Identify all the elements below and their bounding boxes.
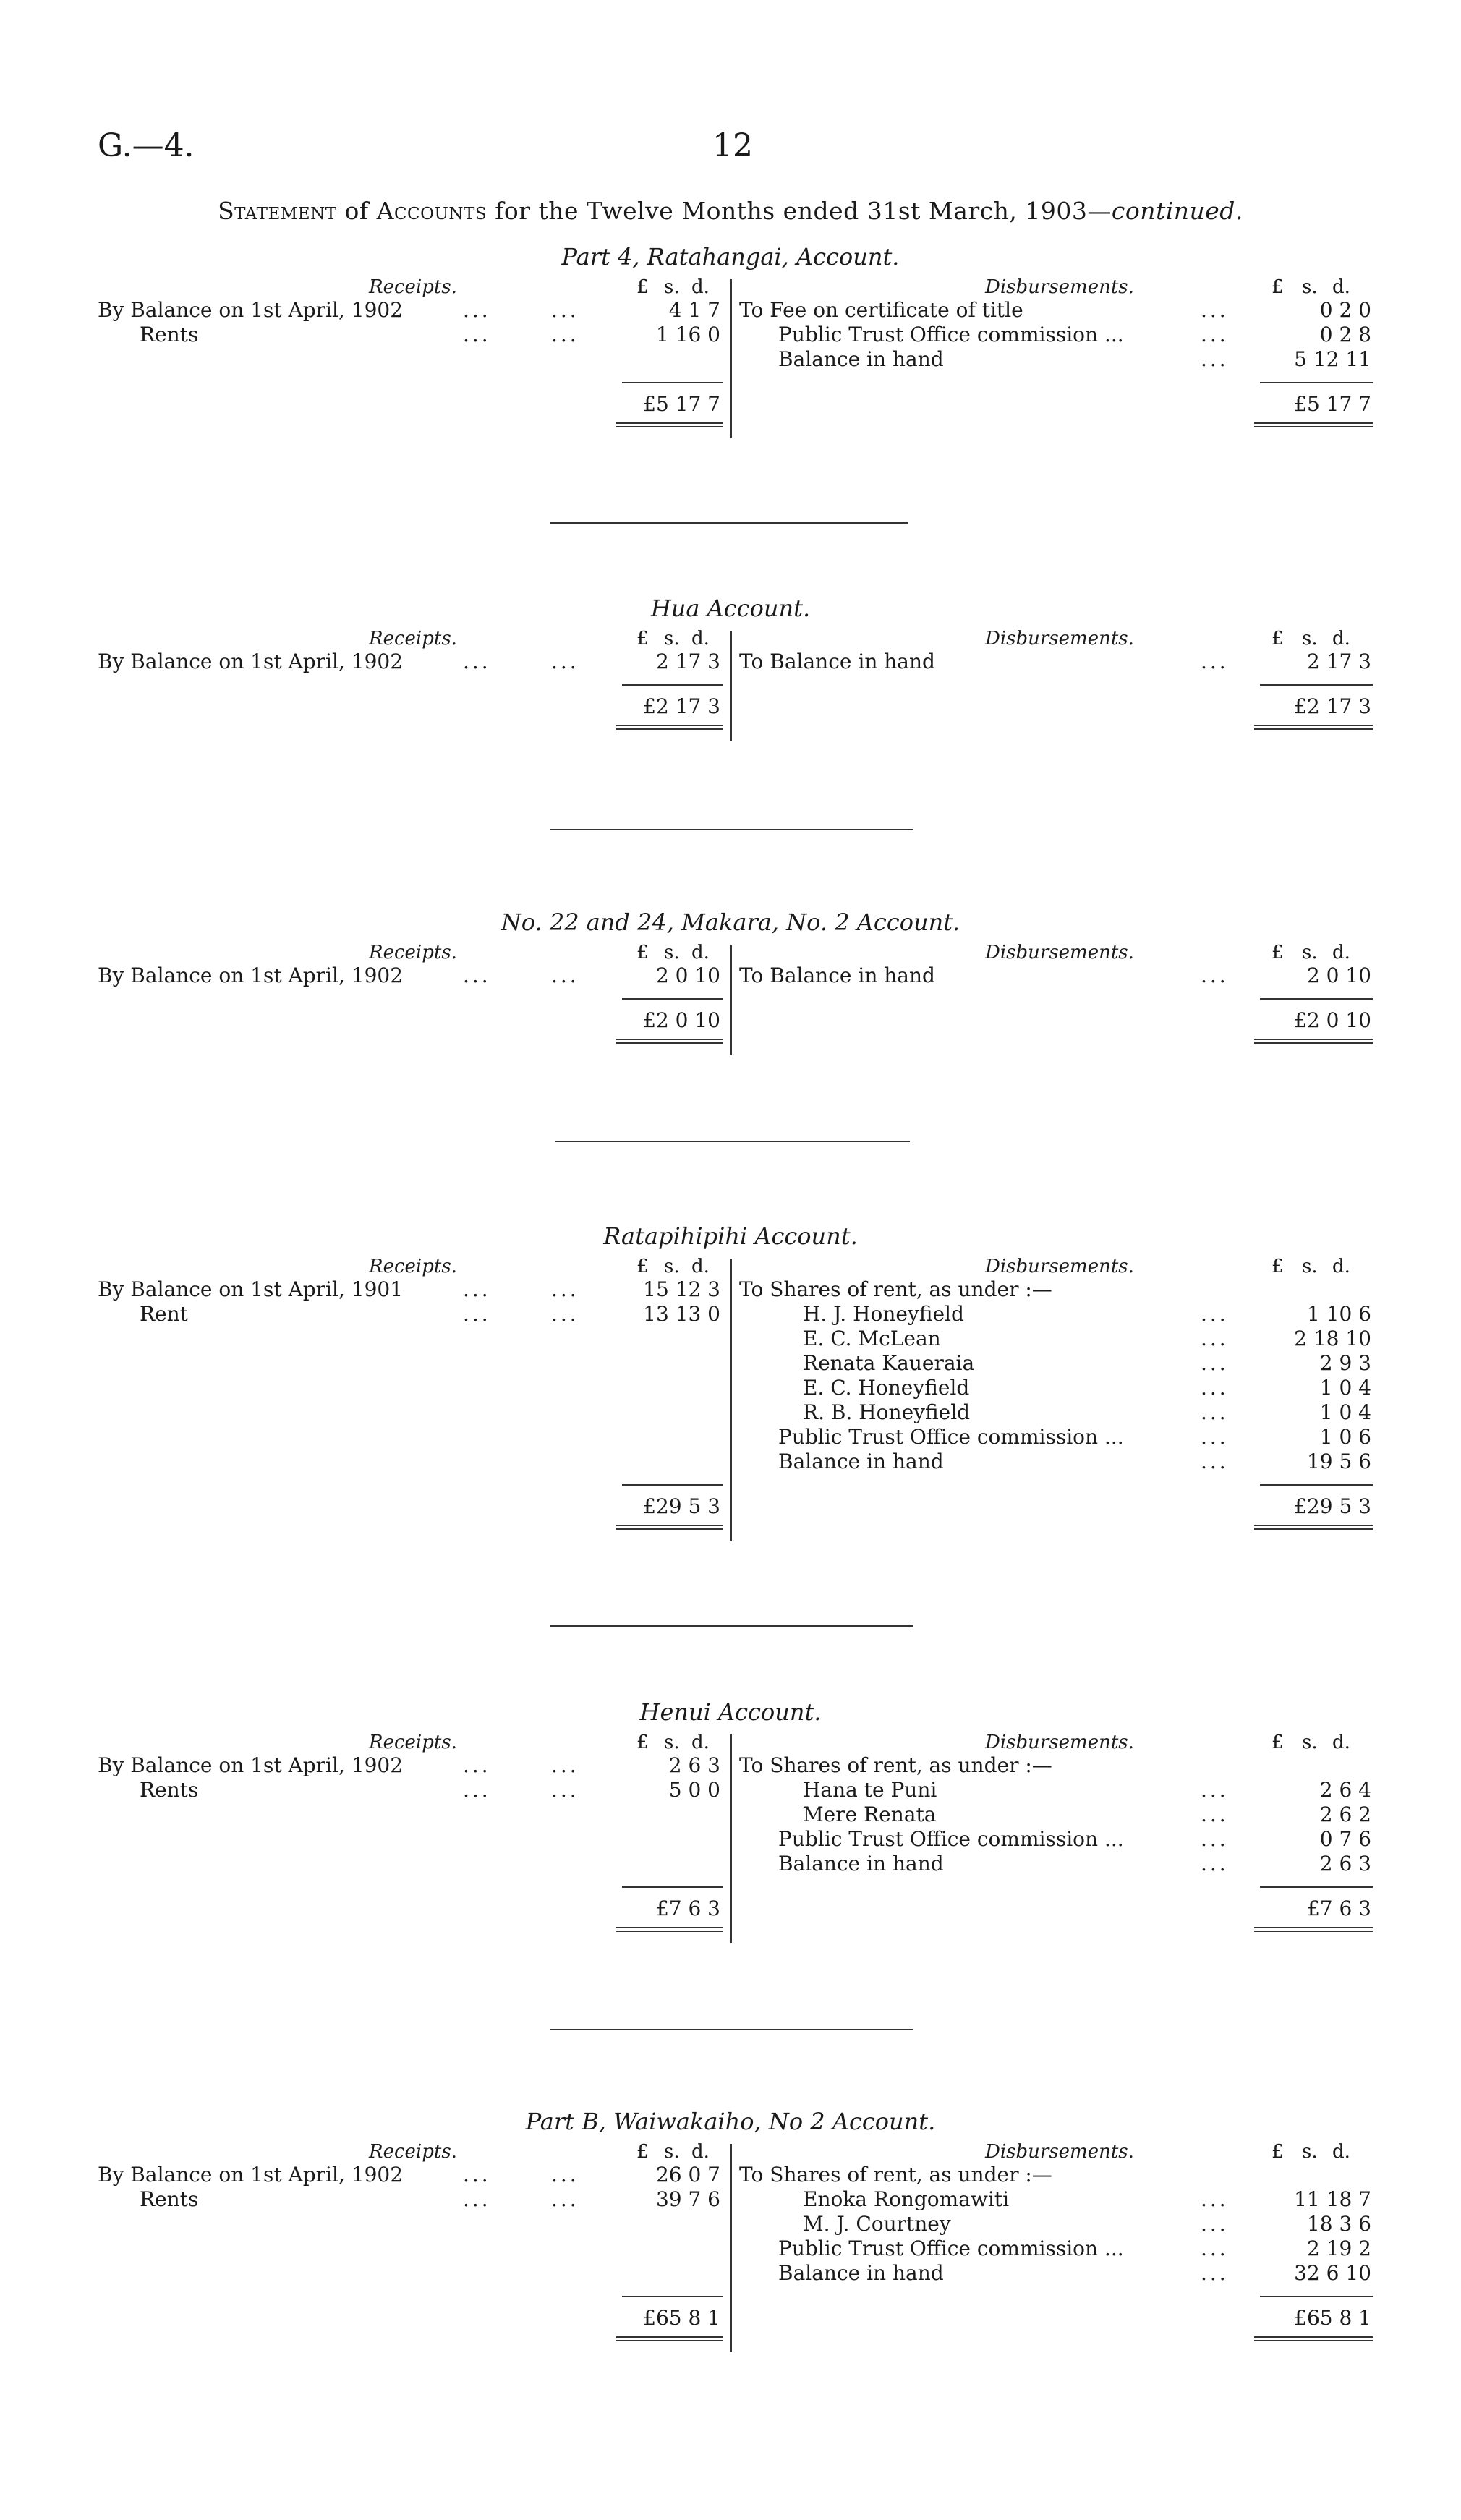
leader-dots: ... (1201, 1802, 1229, 1826)
receipts-pound-col: £ (636, 942, 649, 963)
receipt-amount: 39 7 6 (655, 2187, 720, 2211)
receipt-line: By Balance on 1st April, 1902 (98, 650, 404, 673)
disb-shilling-col: s. (1302, 2141, 1318, 2163)
leader-dots: ... (1201, 1302, 1229, 1326)
receipts-pence-col: d. (691, 1256, 710, 1277)
receipts-shilling-col: s. (664, 1732, 680, 1753)
disbursement-amount: 5 12 11 (1294, 347, 1371, 371)
disbursement-amount: 2 19 2 (1306, 2236, 1371, 2260)
disb-shilling-col: s. (1302, 1256, 1318, 1277)
total-double-rule (616, 1528, 723, 1530)
disb-pence-col: d. (1332, 942, 1350, 963)
receipts-total: £2 17 3 (643, 694, 720, 718)
leader-dots: ... (551, 1778, 579, 1802)
disb-pound-col: £ (1272, 1732, 1284, 1753)
title-accounts: Accounts (376, 197, 487, 225)
section-separator (550, 1625, 913, 1627)
total-double-rule (1254, 1927, 1373, 1928)
receipt-line: By Balance on 1st April, 1902 (98, 298, 404, 322)
disb-pence-col: d. (1332, 276, 1350, 298)
total-double-rule (1254, 1525, 1373, 1526)
leader-dots: ... (551, 1753, 579, 1777)
disbursement-line: Balance in hand (778, 1450, 944, 1473)
column-divider (730, 1734, 732, 1943)
title-statement: Statement (218, 197, 337, 225)
receipts-shilling-col: s. (664, 942, 680, 963)
disb-pence-col: d. (1332, 1256, 1350, 1277)
account-title: Part B, Waiwakaiho, No 2 Account. (525, 2108, 936, 2135)
page-header-code: G.—4. (98, 127, 195, 164)
disbursements-total: £7 6 3 (1306, 1897, 1371, 1920)
column-divider (730, 2144, 732, 2352)
receipts-heading: Receipts. (369, 628, 457, 650)
total-double-rule (616, 1039, 723, 1040)
leader-dots: ... (1201, 323, 1229, 346)
receipts-total: £5 17 7 (643, 392, 720, 416)
account-title: No. 22 and 24, Makara, No. 2 Account. (501, 908, 960, 936)
disbursements-total: £5 17 7 (1294, 392, 1371, 416)
disbursement-line: M. J. Courtney (803, 2212, 951, 2236)
total-double-rule (1254, 1039, 1373, 1040)
leader-dots: ... (463, 2187, 491, 2211)
section-separator (550, 2029, 913, 2030)
total-double-rule (616, 1931, 723, 1932)
disbursements-total: £29 5 3 (1294, 1494, 1371, 1518)
disbursement-line: Mere Renata (803, 1802, 937, 1826)
receipt-amount: 5 0 0 (668, 1778, 720, 1802)
leader-dots: ... (463, 323, 491, 346)
disb-shilling-col: s. (1302, 1732, 1318, 1753)
receipt-line: By Balance on 1st April, 1902 (98, 1753, 404, 1777)
total-double-rule (1254, 2340, 1373, 2341)
title-rest: for the Twelve Months ended 31st March, 1903— (487, 197, 1112, 225)
page-number: 12 (712, 127, 753, 164)
disbursement-line: To Fee on certificate of title (739, 298, 1023, 322)
disb-shilling-col: s. (1302, 942, 1318, 963)
leader-dots: ... (1201, 2236, 1229, 2260)
disbursement-line: To Shares of rent, as under :— (739, 1753, 1052, 1777)
leader-dots: ... (463, 1778, 491, 1802)
receipt-line: By Balance on 1st April, 1901 (98, 1277, 404, 1301)
disbursement-line: Renata Kaueraia (803, 1351, 975, 1375)
disbursements-heading: Disbursements. (985, 276, 1134, 298)
total-double-rule (1254, 728, 1373, 730)
disbursement-line: To Balance in hand (739, 650, 935, 673)
receipts-heading: Receipts. (369, 276, 457, 298)
receipts-pound-col: £ (636, 1732, 649, 1753)
total-double-rule (616, 728, 723, 730)
disbursement-line: H. J. Honeyfield (803, 1302, 964, 1326)
total-double-rule (616, 2336, 723, 2338)
leader-dots: ... (1201, 2187, 1229, 2211)
leader-dots: ... (1201, 963, 1229, 987)
disbursement-amount: 32 6 10 (1294, 2261, 1371, 2285)
disbursement-line: Public Trust Office commission ... (778, 1827, 1124, 1851)
account-title: Part 4, Ratahangai, Account. (561, 243, 900, 271)
column-divider (730, 945, 732, 1055)
leader-dots: ... (1201, 1450, 1229, 1473)
leader-dots: ... (1201, 1852, 1229, 1876)
leader-dots: ... (1201, 1827, 1229, 1851)
disbursement-amount: 0 2 0 (1319, 298, 1371, 322)
disbursement-amount: 2 6 3 (1319, 1852, 1371, 1876)
total-double-rule (1254, 426, 1373, 427)
total-double-rule (616, 1042, 723, 1044)
leader-dots: ... (1201, 1778, 1229, 1802)
total-double-rule (616, 422, 723, 424)
receipts-pound-col: £ (636, 276, 649, 298)
title-of: of (336, 197, 377, 225)
account-title: Henui Account. (639, 1698, 822, 1726)
receipt-amount: 1 16 0 (655, 323, 720, 346)
receipts-total: £7 6 3 (655, 1897, 720, 1920)
leader-dots: ... (1201, 650, 1229, 673)
leader-dots: ... (1201, 1400, 1229, 1424)
receipts-pence-col: d. (691, 1732, 710, 1753)
total-double-rule (1254, 725, 1373, 726)
disbursements-heading: Disbursements. (985, 2141, 1134, 2163)
disbursement-amount: 1 0 4 (1319, 1376, 1371, 1400)
disbursement-amount: 0 7 6 (1319, 1827, 1371, 1851)
leader-dots: ... (463, 1753, 491, 1777)
receipts-heading: Receipts. (369, 1732, 457, 1753)
disbursements-heading: Disbursements. (985, 628, 1134, 650)
disb-pound-col: £ (1272, 2141, 1284, 2163)
leader-dots: ... (1201, 298, 1229, 322)
subtotal-rule (1260, 998, 1373, 1000)
receipts-pence-col: d. (691, 628, 710, 650)
disbursement-line: To Shares of rent, as under :— (739, 2163, 1052, 2187)
subtotal-rule (622, 382, 723, 383)
total-double-rule (1254, 1931, 1373, 1932)
receipts-heading: Receipts. (369, 1256, 457, 1277)
subtotal-rule (622, 2296, 723, 2297)
disb-pence-col: d. (1332, 2141, 1350, 2163)
disbursement-amount: 19 5 6 (1306, 1450, 1371, 1473)
leader-dots: ... (1201, 1425, 1229, 1449)
disbursement-line: To Balance in hand (739, 963, 935, 987)
statement-title (0, 197, 1461, 225)
total-double-rule (1254, 2336, 1373, 2338)
receipt-amount: 2 17 3 (655, 650, 720, 673)
subtotal-rule (1260, 2296, 1373, 2297)
disbursement-amount: 2 17 3 (1306, 650, 1371, 673)
receipt-line: Rents (140, 2187, 199, 2211)
receipt-line: By Balance on 1st April, 1902 (98, 2163, 404, 2187)
disbursement-line: E. C. McLean (803, 1327, 941, 1350)
leader-dots: ... (1201, 1351, 1229, 1375)
disbursement-amount: 2 0 10 (1306, 963, 1371, 987)
disb-shilling-col: s. (1302, 628, 1318, 650)
disbursement-line: Public Trust Office commission ... (778, 323, 1124, 346)
leader-dots: ... (1201, 347, 1229, 371)
disbursement-line: Balance in hand (778, 347, 944, 371)
disbursement-line: Balance in hand (778, 2261, 944, 2285)
receipts-pence-col: d. (691, 2141, 710, 2163)
disb-pence-col: d. (1332, 1732, 1350, 1753)
disbursements-total: £2 17 3 (1294, 694, 1371, 718)
disbursement-amount: 2 6 2 (1319, 1802, 1371, 1826)
receipt-amount: 26 0 7 (655, 2163, 720, 2187)
disbursement-line: Public Trust Office commission ... (778, 2236, 1124, 2260)
receipts-shilling-col: s. (664, 2141, 680, 2163)
disbursement-amount: 2 18 10 (1294, 1327, 1371, 1350)
account-title: Ratapihipihi Account. (603, 1222, 858, 1250)
leader-dots: ... (1201, 1376, 1229, 1400)
total-double-rule (1254, 1042, 1373, 1044)
section-separator (550, 522, 908, 524)
disbursements-total: £65 8 1 (1294, 2306, 1371, 2330)
total-double-rule (1254, 422, 1373, 424)
disbursement-amount: 18 3 6 (1306, 2212, 1371, 2236)
leader-dots: ... (1201, 2212, 1229, 2236)
section-separator (550, 829, 913, 830)
disbursement-line: Hana te Puni (803, 1778, 937, 1802)
subtotal-rule (1260, 1484, 1373, 1486)
subtotal-rule (622, 1886, 723, 1888)
leader-dots: ... (463, 1302, 491, 1326)
receipt-amount: 2 6 3 (668, 1753, 720, 1777)
receipt-amount: 15 12 3 (643, 1277, 720, 1301)
leader-dots: ... (463, 963, 491, 987)
disbursement-amount: 0 2 8 (1319, 323, 1371, 346)
total-double-rule (616, 1525, 723, 1526)
leader-dots: ... (551, 2163, 579, 2187)
disbursement-line: To Shares of rent, as under :— (739, 1277, 1052, 1301)
receipts-shilling-col: s. (664, 628, 680, 650)
receipts-total: £65 8 1 (643, 2306, 720, 2330)
leader-dots: ... (1201, 2261, 1229, 2285)
disbursement-line: E. C. Honeyfield (803, 1376, 970, 1400)
disbursement-line: Enoka Rongomawiti (803, 2187, 1010, 2211)
subtotal-rule (1260, 684, 1373, 686)
receipt-line: Rents (140, 1778, 199, 1802)
receipt-amount: 2 0 10 (655, 963, 720, 987)
leader-dots: ... (551, 963, 579, 987)
leader-dots: ... (551, 2187, 579, 2211)
subtotal-rule (622, 998, 723, 1000)
receipts-pound-col: £ (636, 1256, 649, 1277)
disbursements-heading: Disbursements. (985, 1732, 1134, 1753)
receipts-total: £2 0 10 (643, 1008, 720, 1032)
disb-pound-col: £ (1272, 1256, 1284, 1277)
leader-dots: ... (1201, 1327, 1229, 1350)
leader-dots: ... (463, 2163, 491, 2187)
disb-shilling-col: s. (1302, 276, 1318, 298)
disbursement-line: Balance in hand (778, 1852, 944, 1876)
disbursement-amount: 1 10 6 (1306, 1302, 1371, 1326)
disb-pound-col: £ (1272, 276, 1284, 298)
account-title: Hua Account. (650, 595, 811, 622)
total-double-rule (616, 2340, 723, 2341)
disb-pound-col: £ (1272, 942, 1284, 963)
disbursement-line: Public Trust Office commission ... (778, 1425, 1124, 1449)
receipts-pence-col: d. (691, 276, 710, 298)
disbursements-total: £2 0 10 (1294, 1008, 1371, 1032)
receipts-heading: Receipts. (369, 942, 457, 963)
leader-dots: ... (551, 298, 579, 322)
subtotal-rule (622, 684, 723, 686)
column-divider (730, 279, 732, 438)
column-divider (730, 631, 732, 741)
disbursement-amount: 2 9 3 (1319, 1351, 1371, 1375)
disb-pence-col: d. (1332, 628, 1350, 650)
subtotal-rule (1260, 382, 1373, 383)
leader-dots: ... (463, 1277, 491, 1301)
subtotal-rule (1260, 1886, 1373, 1888)
receipts-pence-col: d. (691, 942, 710, 963)
disbursements-heading: Disbursements. (985, 942, 1134, 963)
receipt-line: Rents (140, 323, 199, 346)
disbursements-heading: Disbursements. (985, 1256, 1134, 1277)
disbursement-amount: 1 0 4 (1319, 1400, 1371, 1424)
disbursement-amount: 1 0 6 (1319, 1425, 1371, 1449)
receipt-line: By Balance on 1st April, 1902 (98, 963, 404, 987)
receipts-shilling-col: s. (664, 1256, 680, 1277)
total-double-rule (616, 426, 723, 427)
leader-dots: ... (463, 650, 491, 673)
receipt-line: Rent (140, 1302, 188, 1326)
disbursement-line: R. B. Honeyfield (803, 1400, 971, 1424)
leader-dots: ... (463, 298, 491, 322)
total-double-rule (616, 725, 723, 726)
receipts-total: £29 5 3 (643, 1494, 720, 1518)
receipts-heading: Receipts. (369, 2141, 457, 2163)
disbursement-amount: 11 18 7 (1294, 2187, 1371, 2211)
subtotal-rule (622, 1484, 723, 1486)
section-separator (555, 1141, 910, 1142)
column-divider (730, 1259, 732, 1541)
receipt-amount: 4 1 7 (668, 298, 720, 322)
leader-dots: ... (551, 323, 579, 346)
receipts-pound-col: £ (636, 628, 649, 650)
disb-pound-col: £ (1272, 628, 1284, 650)
leader-dots: ... (551, 1277, 579, 1301)
receipt-amount: 13 13 0 (643, 1302, 720, 1326)
total-double-rule (616, 1927, 723, 1928)
title-continued: continued. (1111, 197, 1243, 225)
leader-dots: ... (551, 650, 579, 673)
receipts-pound-col: £ (636, 2141, 649, 2163)
leader-dots: ... (551, 1302, 579, 1326)
disbursement-amount: 2 6 4 (1319, 1778, 1371, 1802)
receipts-shilling-col: s. (664, 276, 680, 298)
total-double-rule (1254, 1528, 1373, 1530)
